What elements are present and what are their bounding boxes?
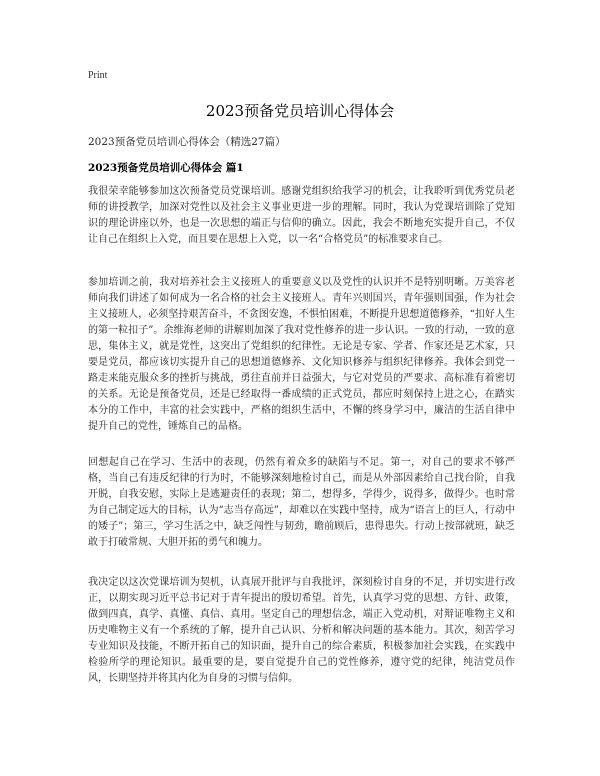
page-title: 2023预备党员培训心得体会 (205, 102, 395, 120)
paragraph: 参加培训之前，我对培养社会主义接班人的重要意义以及党性的认识并不是特别明晰。万美容老师向我们讲述了如何成为一名合格的社会主义接班人。青年兴则国兴，青年强则国强，作为社会主义接班人，必须坚持艰苦奋斗，不贪图安逸，不惧怕困难，不断提升思想道德修养，“扣好人生的第一粒扣子”。余维海老师的讲解则加深了我对党性修养的进一步认识。一致的行动，一致的意思，集体主义，就是党性，这突出了党组织的纪律性。无论是专家、学者、作家还是艺术家，只要是党员，都应该切实提升自己的思想道德修养、文化知识修养与组织纪律修养。我体会到党一路走来能克服众多的挫折与挑战，勇往直前并日益强大，与它对党员的严要求、高标准有着密切的关系。无论是预备党员，还是已经取得一番成绩的正式党员，都应时刻保持上进之心，在踏实本分的工作中，丰富的社会实践中，严格的组织生活中，不懈的终身学习中，廉洁的生活自律中提升自己的党性，锤炼自己的品格。 (88, 277, 515, 432)
paragraph: 回想起自己在学习、生活中的表现，仍然有着众多的缺陷与不足。第一，对自己的要求不够严格，当自己有违反纪律的行为时，不能够深刻地检讨自己，而是从外部因素给自己找台阶，自我开脱，自我安慰，实际上是逃避责任的表现；第二，想得多，学得少，说得多，做得少。也时常为自己制定远大的目标，认为“志当存高远”，却难以在实践中坚持，成为“语言上的巨人，行动中的矮子”；第三，学习生活之中，缺乏闯性与韧劲，瞻前顾后，患得患失。行动上按部就班，缺乏敢于打破常规、大胆开拓的勇气和魄力。 (88, 457, 515, 548)
document-subtitle: 2023预备党员培训心得体会（精选27篇） (88, 136, 286, 148)
paragraph: 我决定以这次党课培训为契机，认真展开批评与自我批评，深刻检讨自身的不足，并切实进行改正，以期实现习近平总书记对于青年提出的殷切希望。首先，认真学习党的思想、方针、政策，做到四真，真学、真懂、真信、真用。坚定自己的理想信念，端正入党动机，对辩证唯物主义和历史唯物主义有一个系统的了解，提升自己认识、分析和解决问题的基本能力。其次，刻苦学习专业知识及技能，不断开拓自己的知识面，提升自己的综合素质，积极参加社会实践，在实践中检验所学的理论知识。最重要的是，要自觉提升自己的党性修养，遵守党的纪律，纯洁党员作风，长期坚持并将其内化为自身的习惯与信仰。 (88, 577, 515, 684)
paragraph: 我很荣幸能够参加这次预备党员党课培训。感谢党组织给我学习的机会，让我聆听到优秀党员老师的讲授教学，加深对党性以及社会主义事业更进一步的理解。同时，我认为党课培训除了党知识的理论讲座以外，也是一次思想的端正与信仰的确立。因此，我会不断地充实提升自己，不仅让自己在组织上入党，而且要在思想上入党，以一名“合格党员”的标准要求自己。 (88, 186, 515, 245)
print-label: Print (88, 70, 108, 81)
section-heading: 2023预备党员培训心得体会 篇1 (88, 162, 244, 174)
